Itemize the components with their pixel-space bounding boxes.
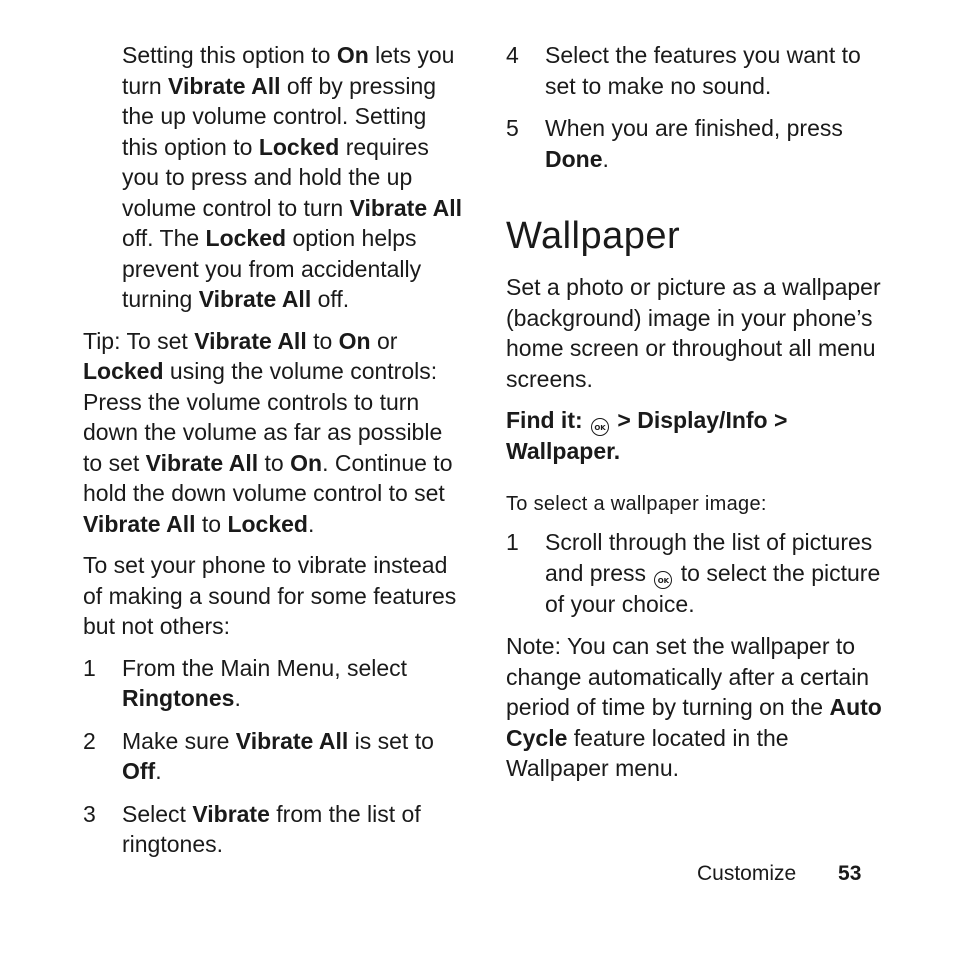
- select-step-text-after: to select the picture of your choice.: [545, 559, 881, 617]
- page-number: 53: [838, 862, 862, 885]
- text-run: requires you to press and hold the up volume control to turn: [122, 133, 429, 221]
- text-run: is set to: [348, 727, 434, 754]
- bold-term: Vibrate All: [194, 327, 307, 354]
- step-number: 1: [83, 654, 96, 681]
- text-run: Note: You can set the wallpaper to change automatically after a certain period of time by turning on the: [506, 633, 870, 720]
- text-run: When you are finished, press: [545, 115, 843, 141]
- text-run: Setting this option to: [122, 42, 337, 68]
- ok-key-icon: OK: [654, 571, 672, 589]
- text-run: To set your phone to vibrate instead of making a sound for some features but not others:: [83, 552, 457, 639]
- bold-term: Vibrate: [192, 800, 270, 827]
- bold-term: Locked: [205, 225, 287, 251]
- step-number: 5: [506, 115, 519, 141]
- text-run: Select: [122, 800, 193, 827]
- text-run: .: [155, 758, 162, 784]
- step-number: 4: [506, 42, 519, 68]
- step-item: [83, 653, 463, 714]
- text-run: feature located in the Wallpaper menu.: [506, 724, 789, 781]
- text-run: to: [306, 327, 339, 354]
- find-it-label: Find it:: [506, 407, 583, 433]
- text-run: Tip: To set: [83, 327, 195, 354]
- find-it-menu-path: > Display/Info > Wallpaper.: [506, 407, 788, 464]
- vibrate-instead-paragraph: [83, 550, 463, 642]
- step-item: [506, 113, 896, 174]
- bold-term: Off: [122, 758, 156, 784]
- text-run: .: [602, 145, 609, 172]
- left-column: [83, 40, 463, 872]
- step-text: [545, 113, 896, 174]
- step-text: [545, 40, 896, 101]
- text-run: off by pressing the up volume control. Setting this option to: [122, 72, 437, 160]
- step-number: 3: [83, 800, 96, 827]
- right-column: [506, 40, 896, 795]
- step-number: 1: [506, 529, 519, 555]
- text-run: lets you turn: [122, 42, 455, 99]
- text-run: Make sure: [122, 727, 236, 754]
- text-run: From the Main Menu, select: [122, 654, 408, 681]
- find-it-path: [506, 405, 896, 467]
- text-run: .: [307, 510, 315, 537]
- tip-paragraph: [83, 326, 463, 540]
- bold-term: Locked: [258, 133, 340, 160]
- step-item: [83, 726, 463, 787]
- text-run: to: [195, 510, 228, 537]
- step-text: [122, 653, 463, 714]
- auto-cycle-note: [506, 631, 896, 784]
- text-run: .: [234, 685, 241, 711]
- wallpaper-heading: Wallpaper: [506, 215, 681, 257]
- wallpaper-intro: Set a photo or picture as a wallpaper (background) image in your phone’s home screen or throughout all menu screens.: [506, 274, 881, 392]
- step-item: [83, 799, 463, 860]
- text-run: off.: [311, 286, 350, 312]
- text-run: Select the features you want to set to make no sound.: [545, 42, 861, 99]
- text-run: using the volume controls: Press the volume controls to turn down the volume as far as possible to set: [83, 358, 443, 476]
- page-footer: [697, 862, 861, 886]
- ok-key-icon: OK: [591, 418, 609, 436]
- select-wallpaper-subheading: To select a wallpaper image:: [506, 492, 767, 515]
- vibrate-option-description: [122, 40, 463, 315]
- step-item: [506, 40, 896, 101]
- bold-term: Vibrate All: [83, 510, 196, 537]
- bold-term: On: [338, 327, 371, 354]
- step-text: [545, 527, 896, 619]
- section-name: Customize: [697, 862, 797, 885]
- select-step: [506, 527, 896, 619]
- step-text: [122, 726, 463, 787]
- step-number: 2: [83, 727, 96, 754]
- bold-term: Ringtones: [122, 685, 235, 711]
- bold-term: Done: [545, 145, 603, 172]
- text-run: off. The: [122, 225, 206, 251]
- text-run: . Continue to hold the down volume control to set: [83, 449, 453, 506]
- text-run: from the list of ringtones.: [122, 800, 421, 857]
- bold-term: On: [336, 42, 369, 68]
- bold-term: Auto Cycle: [506, 694, 882, 751]
- text-run: to: [258, 449, 291, 476]
- bold-term: Locked: [227, 510, 308, 537]
- bold-term: Vibrate All: [145, 449, 259, 476]
- text-run: or: [370, 327, 398, 354]
- bold-term: On: [290, 449, 323, 476]
- text-run: option helps prevent you from accidentally turning: [122, 225, 422, 312]
- bold-term: Vibrate All: [168, 72, 281, 99]
- steps-list-right: [506, 40, 896, 174]
- bold-term: Vibrate All: [349, 194, 463, 221]
- step-text: [122, 799, 463, 860]
- bold-term: Vibrate All: [235, 727, 349, 754]
- steps-list-left: [83, 653, 463, 860]
- select-step-text-before: Scroll through the list of pictures and press: [545, 529, 873, 586]
- bold-term: Locked: [83, 358, 164, 384]
- bold-term: Vibrate All: [198, 286, 312, 312]
